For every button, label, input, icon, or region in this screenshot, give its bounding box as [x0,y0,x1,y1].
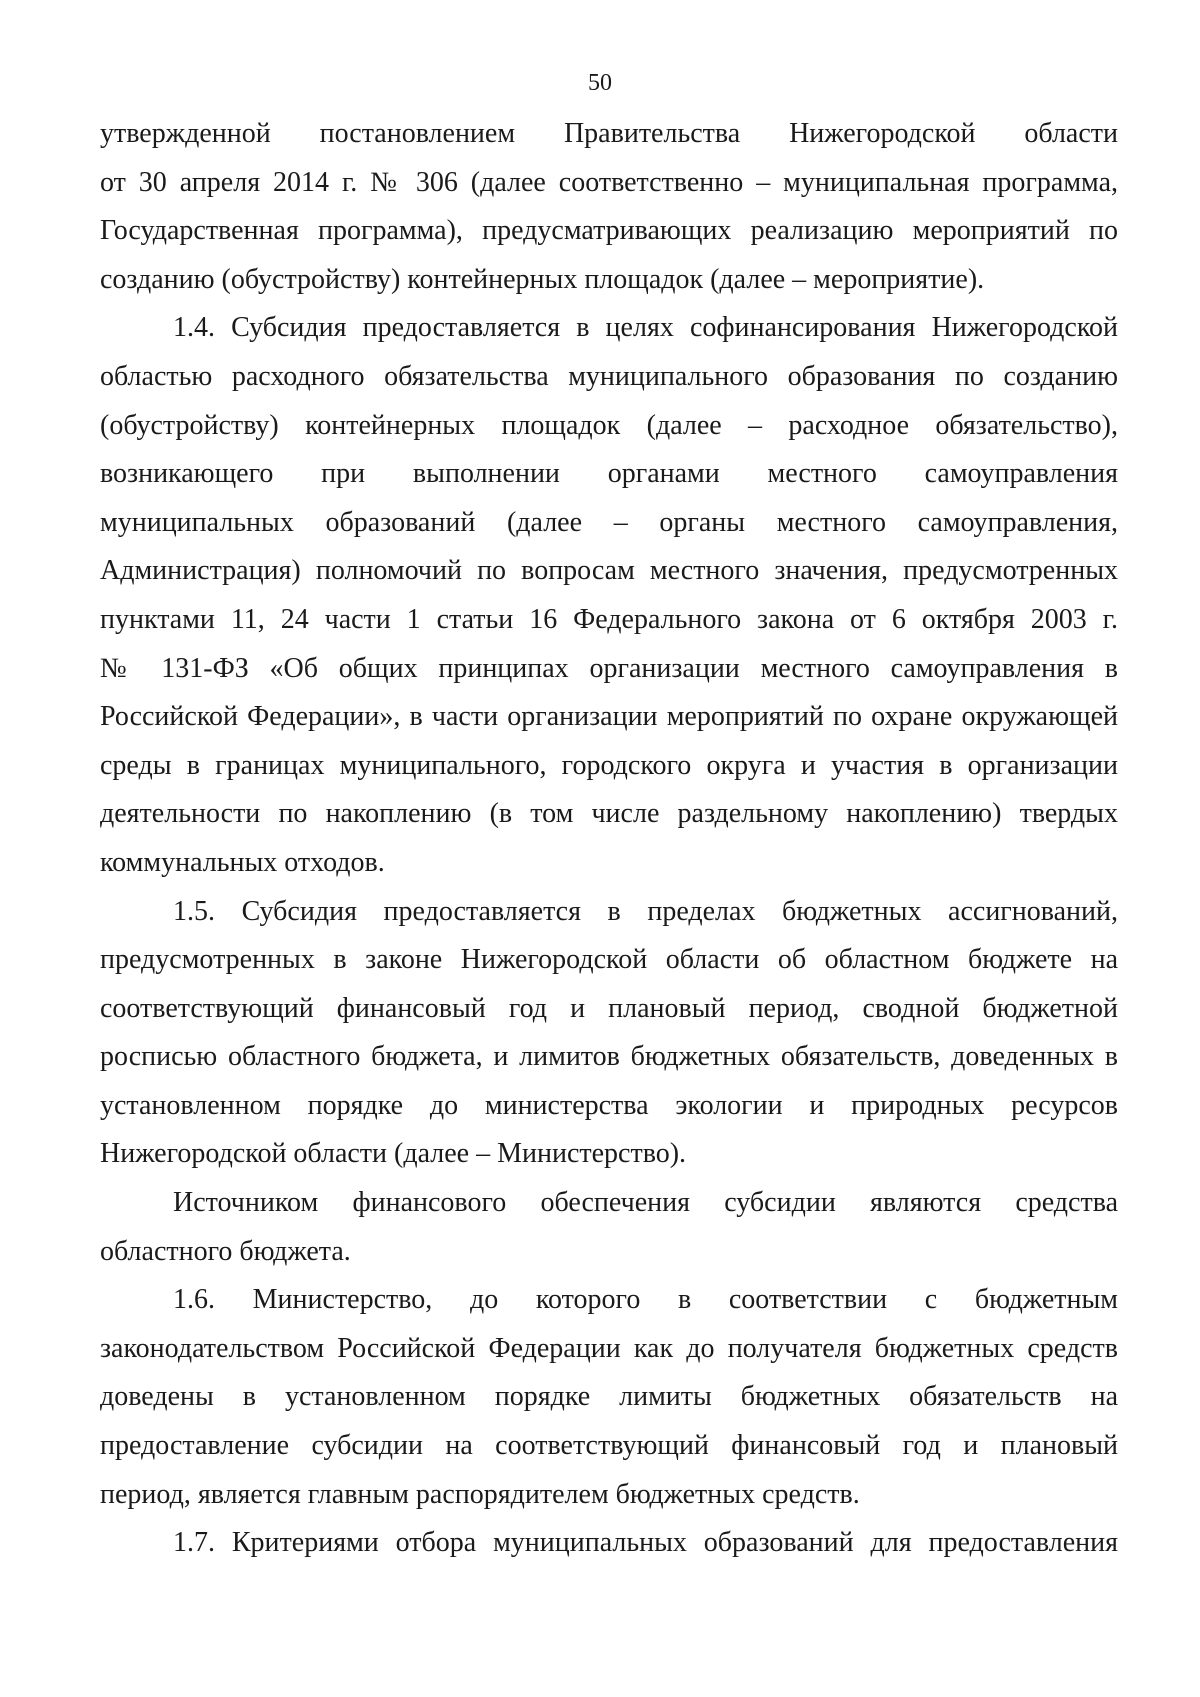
text-line: от 30 апреля 2014 г. № 306 (далее соответственно – муниципальная программа, [100,166,1118,198]
text-line: 1.7. Критериями отбора муниципальных образований для предоставления [173,1527,1118,1559]
text-line: областного бюджета. [100,1235,351,1267]
text-line: Государственная программа), предусматривающих реализацию мероприятий по [100,215,1118,247]
text-line: утвержденной постановлением Правительства Нижегородской области [100,118,1118,149]
text-line: росписью областного бюджета, и лимитов бюджетных обязательств, доведенных в [100,1041,1118,1073]
text-line: деятельности по накоплению (в том числе раздельному накоплению) твердых [100,798,1118,830]
text-line: Российской Федерации», в части организации мероприятий по охране окружающей [100,701,1118,733]
text-line: № 131-ФЗ «Об общих принципах организации местного самоуправления в [100,652,1118,684]
text-line: период, является главным распорядителем бюджетных средств. [100,1478,860,1510]
text-line: законодательством Российской Федерации как до получателя бюджетных средств [100,1332,1118,1364]
text-line: установленном порядке до министерства экологии и природных ресурсов [100,1089,1118,1121]
text-line: пунктами 11, 24 части 1 статьи 16 Федерального закона от 6 октября 2003 г. [100,603,1118,635]
paragraph [100,1179,1118,1276]
text-line: соответствующий финансовый год и плановый период, сводной бюджетной [100,992,1118,1024]
text-line: среды в границах муниципального, городского округа и участия в организации [100,749,1118,781]
text-line: 1.4. Субсидия предоставляется в целях софинансирования Нижегородской [173,312,1118,344]
text-line: Источником финансового обеспечения субсидии являются средства [173,1187,1118,1219]
page-number: 50 [588,70,612,96]
text-line: Администрация) полномочий по вопросам местного значения, предусмотренных [100,555,1118,587]
text-line: муниципальных образований (далее – органы местного самоуправления, [100,506,1118,538]
text-line: возникающего при выполнении органами местного самоуправления [100,458,1118,490]
text-line: 1.5. Субсидия предоставляется в пределах бюджетных ассигнований, [173,895,1118,927]
text-line: Нижегородской области (далее – Министерство). [100,1138,687,1170]
paragraph [100,888,1118,1180]
text-line: созданию (обустройству) контейнерных площадок (далее – мероприятие). [100,263,985,295]
text-line: (обустройству) контейнерных площадок (далее – расходное обязательство), [100,409,1118,441]
paragraph [100,304,1118,887]
text-line: предоставление субсидии на соответствующий финансовый год и плановый [100,1430,1118,1462]
text-line: доведены в установленном порядке лимиты бюджетных обязательств на [100,1381,1118,1413]
document-body [100,110,1118,1568]
paragraph [100,1276,1118,1519]
paragraph [100,110,1118,304]
paragraph [100,1519,1118,1568]
text-line: предусмотренных в законе Нижегородской области об областном бюджете на [100,944,1118,976]
text-line: областью расходного обязательства муниципального образования по созданию [100,360,1118,392]
text-line: коммунальных отходов. [100,846,385,878]
text-line: 1.6. Министерство, до которого в соответствии с бюджетным [173,1284,1118,1316]
